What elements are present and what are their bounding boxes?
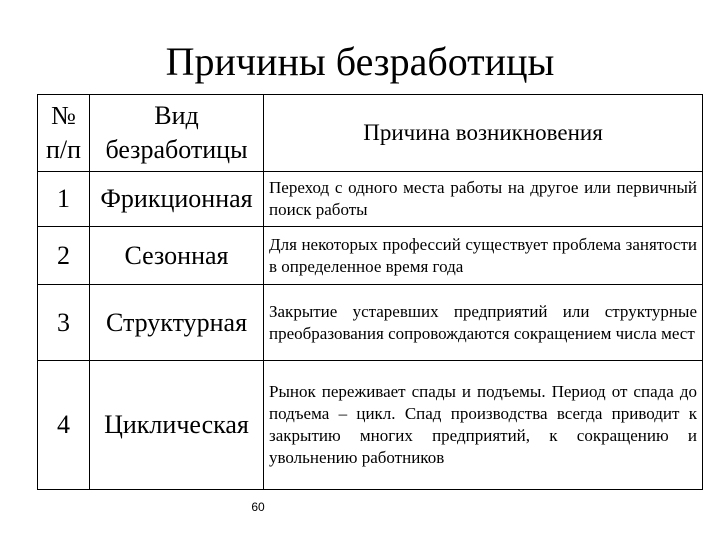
table-header-row bbox=[38, 95, 703, 172]
page-number: 60 bbox=[251, 500, 265, 514]
unemployment-causes-table bbox=[37, 94, 703, 490]
header-type-line1: Вид bbox=[154, 101, 199, 130]
header-number-line2: п/п bbox=[45, 135, 82, 164]
row-type: Фрикционная bbox=[90, 172, 264, 227]
header-number-cell bbox=[38, 95, 90, 172]
header-number-line1: № bbox=[51, 101, 76, 130]
row-number: 4 bbox=[38, 361, 90, 490]
table-row bbox=[38, 227, 703, 285]
row-number: 1 bbox=[38, 172, 90, 227]
row-number: 2 bbox=[38, 227, 90, 285]
row-cause: Рынок переживает спады и подъемы. Период от спада до подъема – цикл. Спад производства всегда приводит к закрытию многих предприятий, к сокращению и увольнению работников bbox=[264, 361, 703, 490]
table-row bbox=[38, 285, 703, 361]
header-cause-cell bbox=[264, 95, 703, 172]
header-cause: Причина возникновения bbox=[363, 120, 603, 145]
header-type-cell bbox=[90, 95, 264, 172]
row-type: Структурная bbox=[90, 285, 264, 361]
row-cause: Переход с одного места работы на другое или первичный поиск работы bbox=[264, 172, 703, 227]
row-cause: Закрытие устаревших предприятий или структурные преобразования сопровождаются сокращением числа мест bbox=[264, 285, 703, 361]
row-type: Циклическая bbox=[90, 361, 264, 490]
header-type-line2: безработицы bbox=[105, 135, 248, 164]
row-cause: Для некоторых профессий существует проблема занятости в определенное время года bbox=[264, 227, 703, 285]
row-type: Сезонная bbox=[90, 227, 264, 285]
table-row bbox=[38, 361, 703, 490]
table-row bbox=[38, 172, 703, 227]
row-number: 3 bbox=[38, 285, 90, 361]
slide-title: Причины безработицы bbox=[165, 39, 555, 84]
